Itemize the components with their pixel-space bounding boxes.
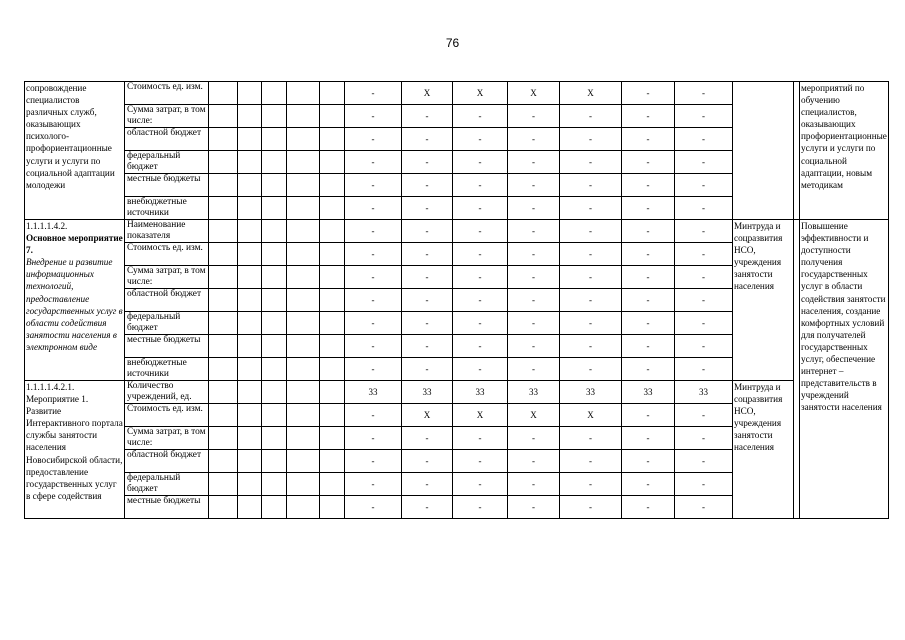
row-label: федеральный бюджет (125, 312, 209, 335)
value-cell: - (622, 427, 675, 450)
value-cell: - (675, 266, 733, 289)
activity-name-cell (25, 82, 125, 220)
empty-cell (209, 427, 238, 450)
value-cell: - (453, 358, 508, 381)
empty-cell (320, 358, 345, 381)
empty-cell (262, 404, 287, 427)
empty-cell (287, 266, 320, 289)
row-label: местные бюджеты (125, 496, 209, 519)
row-label: Стоимость ед. изм. (125, 82, 209, 105)
empty-cell (287, 381, 320, 404)
empty-cell (238, 197, 262, 220)
value-cell: - (345, 404, 402, 427)
value-cell: - (622, 82, 675, 105)
empty-cell (320, 266, 345, 289)
empty-cell (209, 358, 238, 381)
value-cell: - (560, 105, 622, 128)
value-cell: 33 (622, 381, 675, 404)
empty-cell (209, 312, 238, 335)
value-cell: Х (508, 404, 560, 427)
value-cell: Х (508, 82, 560, 105)
value-cell: Х (402, 82, 453, 105)
activity-name: сопровождение специалистов различных служб, оказывающих психолого-профориентационные услуги и услуги по социальной адаптации молодежи (26, 83, 115, 190)
empty-cell (320, 197, 345, 220)
value-cell: - (402, 128, 453, 151)
value-cell: - (402, 473, 453, 496)
value-cell: - (402, 220, 453, 243)
row-label: Сумма затрат, в том числе: (125, 427, 209, 450)
empty-cell (320, 496, 345, 519)
value-cell: - (508, 174, 560, 197)
value-cell: - (622, 220, 675, 243)
empty-cell (238, 427, 262, 450)
value-cell: - (622, 312, 675, 335)
value-cell: Х (560, 404, 622, 427)
value-cell: - (453, 128, 508, 151)
row-label: Сумма затрат, в том числе: (125, 105, 209, 128)
value-cell: - (560, 197, 622, 220)
empty-cell (287, 496, 320, 519)
value-cell: Х (453, 82, 508, 105)
value-cell: - (622, 335, 675, 358)
empty-cell (209, 151, 238, 174)
empty-cell (320, 151, 345, 174)
empty-cell (320, 82, 345, 105)
value-cell: - (622, 197, 675, 220)
value-cell: - (560, 220, 622, 243)
empty-cell (238, 220, 262, 243)
activity-name: Мероприятие 1. Развитие Интерактивного портала службы занятости населения Новосибирской области, предоставление государственных услуг в сфере содействия (26, 394, 123, 501)
empty-cell (287, 473, 320, 496)
value-cell: - (508, 312, 560, 335)
result-cell: мероприятий по обучению специалистов, оказывающих профориентационные услуги и услуги по социальной адаптации, новым методикам (800, 82, 889, 220)
value-cell: - (675, 220, 733, 243)
row-label: местные бюджеты (125, 335, 209, 358)
value-cell: - (508, 358, 560, 381)
empty-cell (238, 174, 262, 197)
value-cell: - (508, 473, 560, 496)
empty-cell (262, 174, 287, 197)
empty-cell (238, 289, 262, 312)
value-cell: - (560, 473, 622, 496)
value-cell: - (453, 496, 508, 519)
value-cell: - (622, 105, 675, 128)
empty-cell (287, 243, 320, 266)
row-label: местные бюджеты (125, 174, 209, 197)
value-cell: - (560, 427, 622, 450)
empty-cell (209, 82, 238, 105)
value-cell: 33 (675, 381, 733, 404)
value-cell: - (402, 496, 453, 519)
table-row (25, 381, 889, 404)
value-cell: - (345, 197, 402, 220)
empty-cell (238, 473, 262, 496)
executor-cell (733, 82, 794, 220)
value-cell: - (345, 151, 402, 174)
empty-cell (238, 381, 262, 404)
value-cell: - (675, 174, 733, 197)
empty-cell (287, 358, 320, 381)
value-cell: - (622, 266, 675, 289)
empty-cell (287, 197, 320, 220)
row-label: федеральный бюджет (125, 151, 209, 174)
value-cell: - (345, 220, 402, 243)
value-cell: - (345, 105, 402, 128)
value-cell: - (453, 197, 508, 220)
value-cell: - (345, 496, 402, 519)
value-cell: - (622, 358, 675, 381)
value-cell: - (675, 243, 733, 266)
value-cell: - (345, 312, 402, 335)
value-cell: - (560, 335, 622, 358)
empty-cell (320, 473, 345, 496)
value-cell: - (508, 427, 560, 450)
empty-cell (320, 427, 345, 450)
value-cell: - (675, 197, 733, 220)
value-cell: - (345, 289, 402, 312)
empty-cell (262, 427, 287, 450)
value-cell: - (402, 312, 453, 335)
empty-cell (209, 450, 238, 473)
value-cell: - (453, 450, 508, 473)
empty-cell (209, 197, 238, 220)
value-cell: - (402, 335, 453, 358)
empty-cell (209, 381, 238, 404)
empty-cell (209, 404, 238, 427)
value-cell: - (560, 312, 622, 335)
row-label: Стоимость ед. изм. (125, 404, 209, 427)
row-label: внебюджетные источники (125, 197, 209, 220)
value-cell: - (508, 496, 560, 519)
value-cell: - (675, 312, 733, 335)
value-cell: - (675, 151, 733, 174)
empty-cell (262, 496, 287, 519)
row-label: внебюджетные источники (125, 358, 209, 381)
value-cell: - (508, 105, 560, 128)
empty-cell (238, 82, 262, 105)
empty-cell (209, 105, 238, 128)
empty-cell (262, 473, 287, 496)
empty-cell (238, 358, 262, 381)
empty-cell (262, 450, 287, 473)
value-cell: - (560, 174, 622, 197)
empty-cell (287, 82, 320, 105)
value-cell: 33 (560, 381, 622, 404)
activity-code: 1.1.1.1.4.2.1. (26, 382, 75, 392)
value-cell: - (508, 266, 560, 289)
value-cell: - (402, 197, 453, 220)
value-cell: - (560, 243, 622, 266)
empty-cell (209, 174, 238, 197)
empty-cell (238, 266, 262, 289)
value-cell: - (345, 82, 402, 105)
value-cell: - (453, 473, 508, 496)
empty-cell (287, 105, 320, 128)
value-cell: - (675, 128, 733, 151)
value-cell: - (560, 450, 622, 473)
value-cell: - (622, 450, 675, 473)
value-cell: - (402, 174, 453, 197)
value-cell: - (622, 289, 675, 312)
value-cell: - (508, 243, 560, 266)
empty-cell (262, 128, 287, 151)
value-cell: - (453, 174, 508, 197)
value-cell: - (675, 450, 733, 473)
empty-cell (320, 450, 345, 473)
empty-cell (320, 404, 345, 427)
value-cell: - (453, 289, 508, 312)
empty-cell (262, 335, 287, 358)
empty-cell (209, 335, 238, 358)
empty-cell (287, 220, 320, 243)
empty-cell (209, 128, 238, 151)
empty-cell (287, 312, 320, 335)
value-cell: - (560, 289, 622, 312)
empty-cell (209, 220, 238, 243)
value-cell: - (508, 151, 560, 174)
value-cell: 33 (402, 381, 453, 404)
value-cell: - (402, 450, 453, 473)
empty-cell (238, 243, 262, 266)
value-cell: - (453, 243, 508, 266)
value-cell: - (675, 105, 733, 128)
row-label: областной бюджет (125, 450, 209, 473)
table-row (25, 82, 889, 105)
empty-cell (209, 496, 238, 519)
executor-cell: Минтруда и соцразвития НСО, учреждения занятости населения (733, 381, 794, 519)
value-cell: - (675, 82, 733, 105)
value-cell: - (345, 266, 402, 289)
value-cell: 33 (345, 381, 402, 404)
value-cell: - (560, 266, 622, 289)
empty-cell (262, 289, 287, 312)
value-cell: - (453, 220, 508, 243)
value-cell: - (622, 128, 675, 151)
empty-cell (238, 128, 262, 151)
activity-code: 1.1.1.1.4.2. (26, 221, 68, 231)
main-activity-cell (25, 220, 125, 381)
row-label: Количество учреждений, ед. (125, 381, 209, 404)
value-cell: - (402, 427, 453, 450)
row-label: Стоимость ед. изм. (125, 243, 209, 266)
empty-cell (320, 174, 345, 197)
empty-cell (209, 243, 238, 266)
value-cell: - (622, 404, 675, 427)
activity-title: Основное мероприятие 7. (26, 233, 123, 256)
value-cell: - (453, 266, 508, 289)
value-cell: - (675, 496, 733, 519)
page-number: 76 (445, 36, 460, 50)
value-cell: 33 (453, 381, 508, 404)
value-cell: - (453, 335, 508, 358)
empty-cell (320, 243, 345, 266)
value-cell: - (402, 266, 453, 289)
empty-cell (238, 151, 262, 174)
empty-cell (238, 105, 262, 128)
empty-cell (238, 335, 262, 358)
empty-cell (320, 105, 345, 128)
value-cell: - (402, 105, 453, 128)
empty-cell (287, 289, 320, 312)
sub-activity-cell (25, 381, 125, 519)
empty-cell (320, 312, 345, 335)
row-label: Наименование показателя (125, 220, 209, 243)
value-cell: - (508, 335, 560, 358)
value-cell: - (345, 174, 402, 197)
empty-cell (262, 381, 287, 404)
value-cell: - (622, 473, 675, 496)
value-cell: - (508, 197, 560, 220)
empty-cell (287, 404, 320, 427)
empty-cell (320, 289, 345, 312)
empty-cell (262, 266, 287, 289)
empty-cell (320, 220, 345, 243)
value-cell: - (560, 496, 622, 519)
empty-cell (262, 105, 287, 128)
value-cell: - (345, 128, 402, 151)
value-cell: - (402, 289, 453, 312)
value-cell: - (622, 151, 675, 174)
value-cell: - (508, 450, 560, 473)
value-cell: - (345, 243, 402, 266)
empty-cell (287, 151, 320, 174)
value-cell: - (560, 358, 622, 381)
empty-cell (238, 404, 262, 427)
empty-cell (287, 335, 320, 358)
activity-name: Внедрение и развитие информационных технологий, предоставление государственных услуг в области содействия занятости населения в электронном виде (26, 257, 123, 352)
program-table (24, 81, 889, 519)
empty-cell (238, 450, 262, 473)
value-cell: Х (402, 404, 453, 427)
value-cell: - (345, 358, 402, 381)
empty-cell (320, 381, 345, 404)
value-cell: - (402, 151, 453, 174)
empty-cell (287, 427, 320, 450)
value-cell: - (453, 427, 508, 450)
value-cell: - (453, 105, 508, 128)
value-cell: - (622, 174, 675, 197)
empty-cell (262, 197, 287, 220)
empty-cell (287, 450, 320, 473)
table-row (25, 220, 889, 243)
empty-cell (262, 82, 287, 105)
value-cell: - (508, 220, 560, 243)
row-label: областной бюджет (125, 289, 209, 312)
value-cell: - (402, 243, 453, 266)
row-label: Сумма затрат, в том числе: (125, 266, 209, 289)
empty-cell (262, 151, 287, 174)
empty-cell (238, 312, 262, 335)
empty-cell (320, 335, 345, 358)
value-cell: - (453, 312, 508, 335)
value-cell: - (675, 473, 733, 496)
empty-cell (262, 312, 287, 335)
value-cell: - (675, 289, 733, 312)
empty-cell (262, 358, 287, 381)
value-cell: - (675, 358, 733, 381)
value-cell: - (675, 404, 733, 427)
value-cell: - (345, 427, 402, 450)
empty-cell (287, 128, 320, 151)
value-cell: - (508, 289, 560, 312)
executor-cell: Минтруда и соцразвития НСО, учреждения занятости населения (733, 220, 794, 381)
value-cell: - (675, 427, 733, 450)
value-cell: - (508, 128, 560, 151)
value-cell: - (622, 243, 675, 266)
empty-cell (209, 473, 238, 496)
value-cell: - (622, 496, 675, 519)
empty-cell (209, 266, 238, 289)
result-cell: Повышение эффективности и доступности получения государственных услуг в области содействия занятости населения, создание комфортных условий для получателей государственных услуг, обеспечение интернет – представительств в учреждений занятости населения (800, 220, 889, 519)
value-cell: Х (560, 82, 622, 105)
value-cell: - (453, 151, 508, 174)
empty-cell (320, 128, 345, 151)
row-label: федеральный бюджет (125, 473, 209, 496)
value-cell: - (560, 128, 622, 151)
empty-cell (238, 496, 262, 519)
empty-cell (209, 289, 238, 312)
value-cell: - (345, 473, 402, 496)
empty-cell (287, 174, 320, 197)
empty-cell (262, 243, 287, 266)
value-cell: Х (453, 404, 508, 427)
value-cell: - (560, 151, 622, 174)
value-cell: - (675, 335, 733, 358)
value-cell: - (402, 358, 453, 381)
value-cell: - (345, 335, 402, 358)
value-cell: 33 (508, 381, 560, 404)
empty-cell (262, 220, 287, 243)
row-label: областной бюджет (125, 128, 209, 151)
value-cell: - (345, 450, 402, 473)
